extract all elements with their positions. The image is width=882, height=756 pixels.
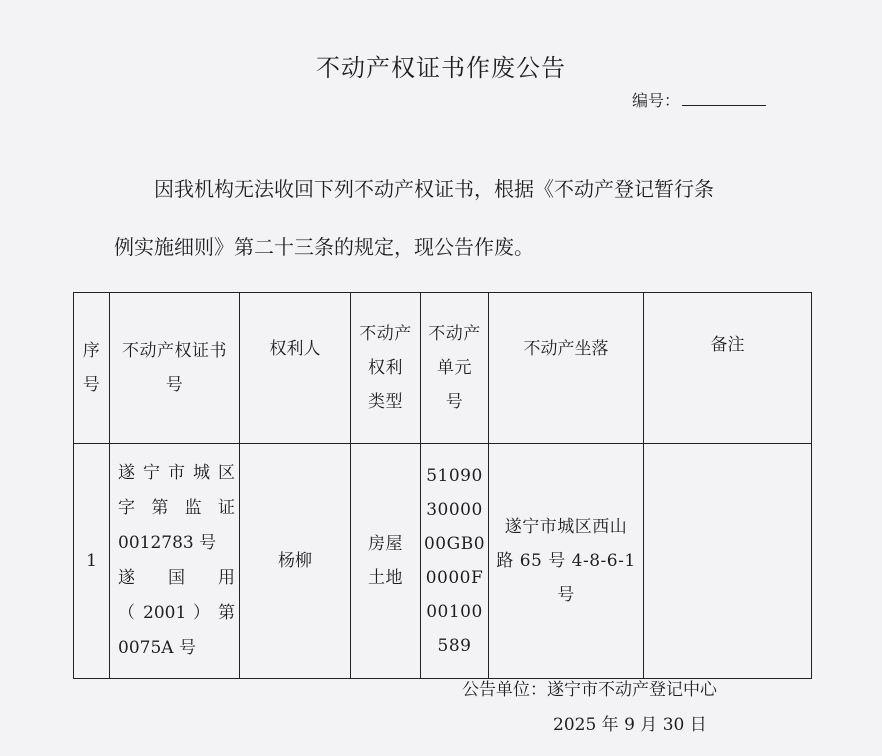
header-unit-number: 不动产 单元 号 <box>421 293 489 444</box>
doc-number <box>632 88 766 111</box>
notice-paragraph-line-1: 因我机构无法收回下列不动产权证书，根据《不动产登记暂行条 <box>154 177 714 201</box>
header-owner: 权利人 <box>240 293 351 444</box>
issue-date: 2025 年 9 月 30 日 <box>553 715 707 735</box>
cell-remark <box>644 444 812 679</box>
cell-right-type: 房屋 土地 <box>351 444 421 679</box>
header-seq: 序 号 <box>74 293 110 444</box>
doc-number-label: 编号： <box>632 91 681 110</box>
header-location: 不动产坐落 <box>489 293 644 444</box>
cell-seq: 1 <box>74 444 110 679</box>
issuer-line: 公告单位：遂宁市不动产登记中心 <box>462 680 717 700</box>
void-certificate-table <box>73 292 812 679</box>
doc-number-blank <box>682 91 766 106</box>
notice-paragraph-line-2: 例实施细则》第二十三条的规定，现公告作废。 <box>114 235 534 259</box>
cell-owner: 杨柳 <box>240 444 351 679</box>
header-cert-number: 不动产权证书 号 <box>110 293 240 444</box>
header-remark: 备注 <box>644 293 812 444</box>
notice-title: 不动产权证书作废公告 <box>316 54 566 82</box>
table-header-row <box>74 293 812 444</box>
cell-cert-number: 遂宁市城区 字第监证 0012783 号 遂 国 用 （ 2001 ） 第 0075A 号 <box>110 444 240 679</box>
cell-location: 遂宁市城区西山 路 65 号 4-8-6-1 号 <box>489 444 644 679</box>
header-right-type: 不动产 权利 类型 <box>351 293 421 444</box>
table-row <box>74 444 812 679</box>
cell-unit-number: 51090 30000 00GB0 0000F 00100 589 <box>421 444 489 679</box>
